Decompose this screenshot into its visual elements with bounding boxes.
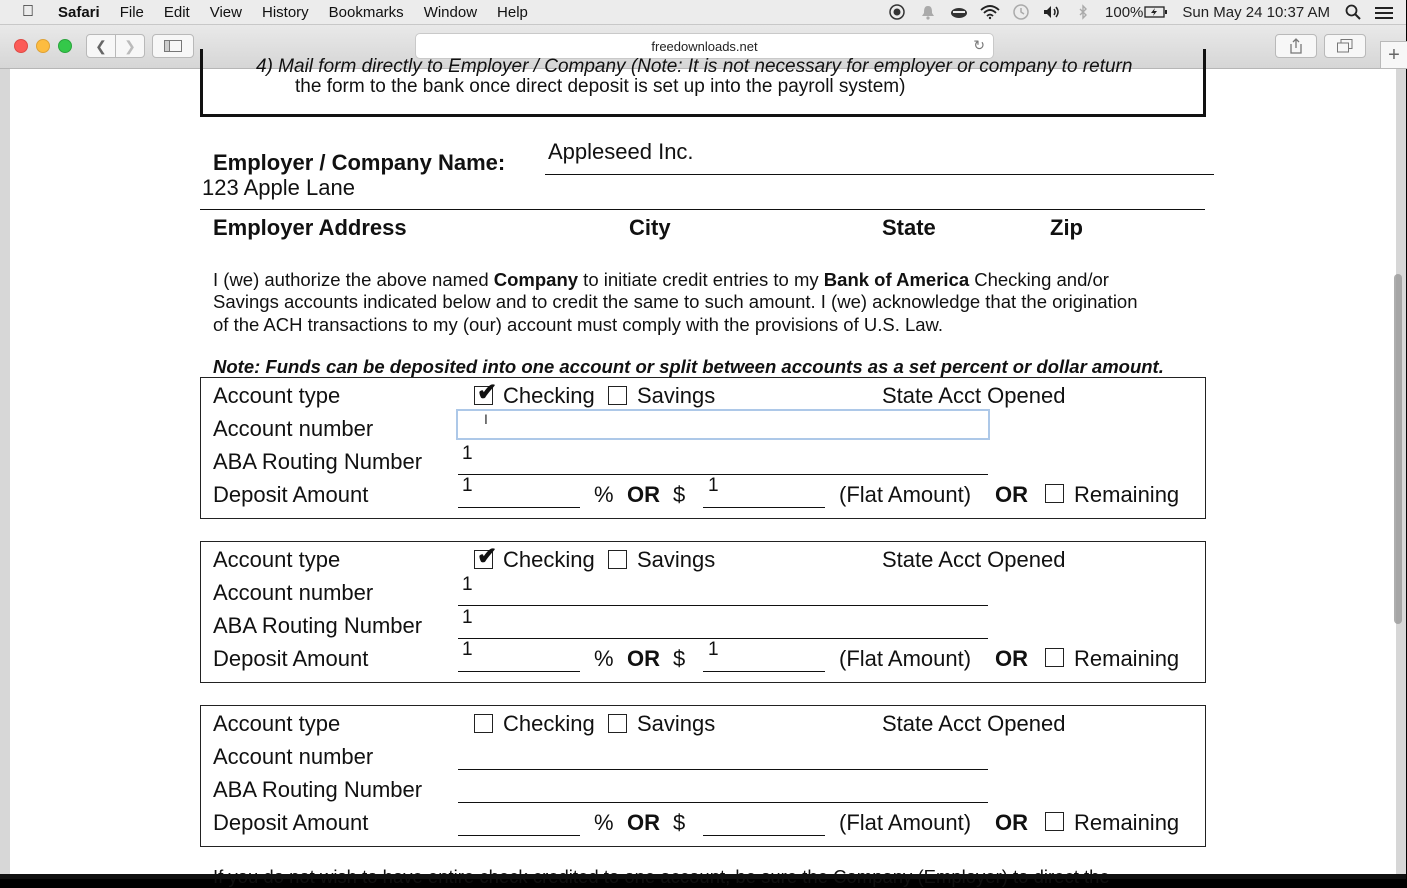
notification-bell-icon[interactable] xyxy=(919,5,937,19)
city-column-label: City xyxy=(629,215,671,240)
employer-name-label: Employer / Company Name: xyxy=(213,150,506,175)
share-icon xyxy=(1289,38,1303,54)
remaining-label: Remaining xyxy=(1074,646,1180,671)
remaining-checkbox[interactable] xyxy=(1045,812,1064,831)
apple-menu-icon[interactable] xyxy=(22,3,42,21)
account-type-label: Account type xyxy=(213,547,341,572)
remaining-checkbox[interactable] xyxy=(1045,484,1064,503)
authorization-line-2: Savings accounts indicated below and to credit the same to such amount. I (we) acknowledge that the origination xyxy=(213,291,1138,312)
aba-routing-underline xyxy=(458,802,988,803)
chevron-left-icon: ❮ xyxy=(95,37,107,54)
flat-amount-value[interactable]: 1 xyxy=(708,475,719,496)
or-label: OR xyxy=(627,482,660,507)
or-label: OR xyxy=(627,810,660,835)
account-number-value[interactable]: 1 xyxy=(462,574,473,595)
menu-view[interactable]: View xyxy=(209,3,242,21)
address-underline xyxy=(200,209,1205,210)
savings-label: Savings xyxy=(637,711,716,736)
deposit-percent-value[interactable]: 1 xyxy=(462,475,473,496)
checking-checkbox[interactable] xyxy=(474,379,498,406)
flat-amount-underline xyxy=(703,671,825,672)
flat-amount-underline xyxy=(703,507,825,508)
share-button[interactable] xyxy=(1275,34,1317,58)
dollar-sign: $ xyxy=(673,810,686,835)
auth-text-b: to initiate credit entries to my xyxy=(578,269,824,290)
url-text: freedownloads.net xyxy=(651,38,758,54)
menu-history[interactable]: History xyxy=(261,3,309,21)
menu-bar xyxy=(0,0,1406,25)
record-icon[interactable] xyxy=(888,5,906,19)
account-number-input-1[interactable] xyxy=(456,409,990,440)
or-label: OR xyxy=(995,646,1028,671)
note-text: Note: Funds can be deposited into one account or split between accounts as a set percent or dollar amount. xyxy=(213,356,1164,377)
cloud-app-icon[interactable] xyxy=(950,5,968,19)
checking-label: Checking xyxy=(503,547,595,572)
deposit-amount-label: Deposit Amount xyxy=(213,482,369,507)
checkmark-icon: ✔ xyxy=(477,543,498,570)
wifi-icon[interactable] xyxy=(981,5,999,19)
show-tabs-button[interactable] xyxy=(1324,34,1366,58)
account-number-label: Account number xyxy=(213,744,374,769)
or-label: OR xyxy=(995,482,1028,507)
dollar-sign: $ xyxy=(673,482,686,507)
aba-routing-label: ABA Routing Number xyxy=(213,449,423,474)
left-margin xyxy=(0,69,10,874)
back-button[interactable] xyxy=(86,34,116,58)
aba-routing-label: ABA Routing Number xyxy=(213,777,423,802)
deposit-percent-underline xyxy=(458,835,580,836)
percent-sign: % xyxy=(594,810,614,835)
forward-button[interactable] xyxy=(115,34,145,58)
deposit-percent-underline xyxy=(458,671,580,672)
flat-amount-label: (Flat Amount) xyxy=(839,810,972,835)
remaining-label: Remaining xyxy=(1074,810,1180,835)
address-column-label: Employer Address xyxy=(213,215,407,240)
account-number-underline xyxy=(458,605,988,606)
employer-name-value[interactable]: Appleseed Inc. xyxy=(548,139,694,164)
spotlight-search-icon[interactable] xyxy=(1344,5,1362,19)
menu-window[interactable]: Window xyxy=(423,3,478,21)
state-acct-opened-label: State Acct Opened xyxy=(882,547,1066,572)
deposit-amount-label: Deposit Amount xyxy=(213,810,369,835)
auth-company: Company xyxy=(493,269,579,290)
savings-checkbox[interactable] xyxy=(608,714,627,733)
menu-edit[interactable]: Edit xyxy=(163,3,190,21)
account-number-label: Account number xyxy=(213,580,374,605)
aba-routing-value[interactable]: 1 xyxy=(462,443,473,464)
menu-file[interactable]: File xyxy=(119,3,144,21)
auth-bank: Bank of America xyxy=(823,269,970,290)
vertical-scrollbar[interactable] xyxy=(1394,274,1402,624)
authorization-line-3: of the ACH transactions to my (our) account must comply with the provisions of U.S. Law. xyxy=(213,314,944,335)
auth-text-a: I (we) authorize the above named xyxy=(213,269,494,290)
notification-center-icon[interactable] xyxy=(1375,5,1393,19)
reload-icon[interactable]: ↻ xyxy=(973,37,985,53)
time-machine-icon[interactable] xyxy=(1012,5,1030,19)
minimize-window-button[interactable] xyxy=(36,39,50,53)
checking-label: Checking xyxy=(503,383,595,408)
sidebar-icon xyxy=(164,40,182,52)
menu-clock[interactable]: Sun May 24 10:37 AM xyxy=(1182,3,1330,21)
deposit-percent-underline xyxy=(458,507,580,508)
account-number-label: Account number xyxy=(213,416,374,441)
or-label: OR xyxy=(995,810,1028,835)
state-acct-opened-label: State Acct Opened xyxy=(882,383,1066,408)
savings-checkbox[interactable] xyxy=(608,386,627,405)
deposit-amount-label: Deposit Amount xyxy=(213,646,369,671)
aba-routing-underline xyxy=(458,474,988,475)
menu-bookmarks[interactable]: Bookmarks xyxy=(328,3,404,21)
checking-checkbox[interactable] xyxy=(474,543,498,570)
authorization-line-1 xyxy=(213,269,1109,291)
tabs-icon xyxy=(1337,39,1353,53)
battery-percent: 100% xyxy=(1105,3,1144,21)
new-tab-button[interactable]: + xyxy=(1380,41,1407,69)
sidebar-toggle-button[interactable] xyxy=(152,34,194,58)
aba-routing-underline xyxy=(458,638,988,639)
instruction-line-2: the form to the bank once direct deposit is set up into the payroll system) xyxy=(295,76,906,97)
close-window-button[interactable] xyxy=(14,39,28,53)
text-cursor-icon: I xyxy=(484,411,488,427)
flat-amount-underline xyxy=(703,835,825,836)
employer-address-value[interactable]: 123 Apple Lane xyxy=(202,175,355,200)
flat-amount-value[interactable]: 1 xyxy=(708,639,719,660)
battery-icon[interactable] xyxy=(1147,5,1165,19)
state-column-label: State xyxy=(882,215,936,240)
bluetooth-icon[interactable] xyxy=(1074,5,1092,19)
menu-help[interactable]: Help xyxy=(497,3,528,21)
or-label: OR xyxy=(627,646,660,671)
employer-name-underline xyxy=(545,174,1214,175)
pdf-document-view[interactable] xyxy=(0,56,1406,874)
volume-icon[interactable] xyxy=(1043,5,1061,19)
menu-app-safari[interactable]: Safari xyxy=(58,3,100,21)
checking-label: Checking xyxy=(503,711,595,736)
aba-routing-value[interactable]: 1 xyxy=(462,607,473,628)
bottom-edge xyxy=(0,874,1406,879)
checkmark-icon: ✔ xyxy=(477,379,498,406)
account-number-underline xyxy=(458,769,988,770)
chevron-right-icon: ❯ xyxy=(124,37,136,54)
deposit-percent-value[interactable]: 1 xyxy=(462,639,473,660)
zoom-window-button[interactable] xyxy=(58,39,72,53)
percent-sign: % xyxy=(594,646,614,671)
savings-label: Savings xyxy=(637,547,716,572)
savings-label: Savings xyxy=(637,383,716,408)
flat-amount-label: (Flat Amount) xyxy=(839,482,972,507)
percent-sign: % xyxy=(594,482,614,507)
aba-routing-label: ABA Routing Number xyxy=(213,613,423,638)
flat-amount-label: (Flat Amount) xyxy=(839,646,972,671)
remaining-label: Remaining xyxy=(1074,482,1180,507)
zip-column-label: Zip xyxy=(1050,215,1083,240)
instruction-line-1: 4) Mail form directly to Employer / Company (Note: It is not necessary for employer or company to return xyxy=(256,56,1133,77)
state-acct-opened-label: State Acct Opened xyxy=(882,711,1066,736)
auth-text-c: Checking and/or xyxy=(969,269,1109,290)
savings-checkbox[interactable] xyxy=(608,550,627,569)
dollar-sign: $ xyxy=(673,646,686,671)
account-type-label: Account type xyxy=(213,711,341,736)
remaining-checkbox[interactable] xyxy=(1045,648,1064,667)
checking-checkbox[interactable] xyxy=(474,714,493,733)
account-type-label: Account type xyxy=(213,383,341,408)
